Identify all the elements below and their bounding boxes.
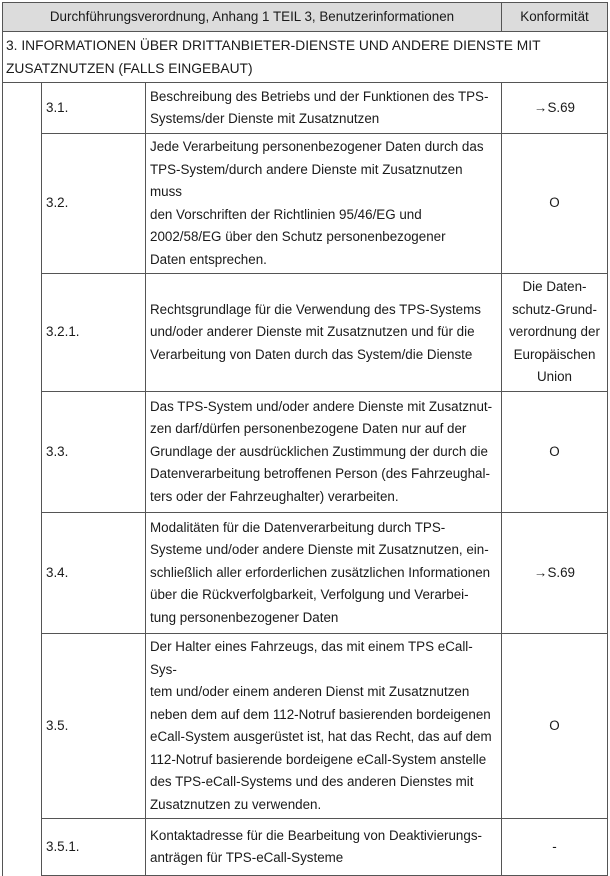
description-line: Verarbeitung von Daten durch das System/die Dienste (150, 346, 473, 362)
row-conformity (502, 392, 608, 513)
conformity-line: - (552, 838, 557, 854)
description-line: über die Rückverfolgbarkeit, Verfolgung und Verarbei- (150, 587, 469, 603)
conformity-line: Die Daten- (522, 279, 587, 295)
table-row (3, 634, 608, 819)
row-number: 3.2. (42, 134, 146, 274)
conformity-line: verordnung der (509, 324, 600, 340)
description-line: anträgen für TPS-eCall-Systeme (150, 850, 344, 865)
description-line: Das TPS-System und/oder andere Dienste mit Zusatznut- (150, 398, 493, 414)
description-line: Der Halter eines Fahrzeugs, das mit einem TPS eCall-Sys- (150, 639, 473, 677)
section-title (3, 32, 608, 83)
conformity-line: Europäischen (513, 346, 596, 362)
description-line: Datenverarbeitung betroffenen Person (des Fahrzeughal- (150, 466, 490, 482)
description-line: Modalitäten für die Datenverarbeitung durch TPS- (150, 519, 446, 535)
description-line: neben dem auf dem 112-Notruf basierenden bordeigenen (150, 706, 491, 722)
description-line: ters oder der Fahrzeughalter) verarbeiten. (150, 488, 399, 504)
indent-cell (3, 83, 42, 876)
section-title-line: 3. INFORMATIONEN ÜBER DRITTANBIETER-DIENSTE UND ANDERE DIENSTE MIT (6, 38, 541, 53)
section-title-line: ZUSATZNUTZEN (FALLS EINGEBAUT) (6, 61, 253, 76)
row-description (146, 83, 502, 134)
description-line: den Vorschriften der Richtlinien 95/46/EG und (150, 206, 422, 222)
description-line: TPS-System/durch andere Dienste mit Zusatznutzen muss (150, 161, 463, 199)
description-line: schließlich aller erforderlichen zusätzlichen Informationen (150, 564, 491, 580)
table-row (3, 819, 608, 876)
description-line: und/oder anderer Dienste mit Zusatznutzen und für die (150, 324, 475, 340)
row-number: 3.1. (42, 83, 146, 134)
row-number: 3.2.1. (42, 274, 146, 392)
description-line: des TPS-eCall-Systems und des anderen Dienstes mit (150, 774, 474, 789)
section-header-row (3, 32, 608, 83)
conformity-line: schutz-Grund- (512, 301, 597, 317)
description-line: Jede Verarbeitung personenbezogener Daten durch das (150, 139, 484, 154)
row-conformity (502, 134, 608, 274)
description-line: 2002/58/EG über den Schutz personenbezogener (150, 229, 446, 244)
description-line: Systems/der Dienste mit Zusatznutzen (150, 111, 380, 126)
header-conformity: Konformität (502, 3, 608, 32)
row-description (146, 392, 502, 513)
table-header-row (3, 3, 608, 32)
description-line: zen darf/dürfen personenbezogene Daten nur auf der (150, 421, 467, 437)
row-conformity (502, 513, 608, 634)
conformity-line: O (549, 443, 560, 459)
description-line: eCall-System ausgerüstet ist, hat das Recht, das auf dem (150, 729, 492, 744)
conformity-line: O (549, 717, 560, 733)
row-description (146, 634, 502, 819)
table-row (3, 392, 608, 513)
description-line: tung personenbezogener Daten (150, 609, 339, 625)
row-conformity (502, 819, 608, 876)
description-line: 112-Notruf basierende bordeigene eCall-System anstelle (150, 751, 487, 767)
row-conformity (502, 83, 608, 134)
description-line: tem und/oder einem anderen Dienst mit Zusatznutzen (150, 684, 470, 699)
table-row (3, 83, 608, 134)
row-description (146, 274, 502, 392)
description-line: Kontaktadresse für die Bearbeitung von Deaktivierungs- (150, 827, 482, 843)
row-number: 3.5. (42, 634, 146, 819)
information-table (2, 2, 608, 876)
table-row (3, 134, 608, 274)
description-line: Zusatznutzen zu verwenden. (150, 796, 322, 812)
row-number: 3.5.1. (42, 819, 146, 876)
description-line: Grundlage der ausdrücklichen Zustimmung der durch die (150, 443, 488, 459)
row-description (146, 134, 502, 274)
description-line: Systeme und/oder andere Dienste mit Zusatznutzen, ein- (150, 542, 489, 558)
description-line: Beschreibung des Betriebs und der Funktionen des TPS- (150, 88, 489, 104)
conformity-line: Union (537, 369, 573, 385)
table-row (3, 274, 608, 392)
row-number: 3.4. (42, 513, 146, 634)
header-title: Durchführungsverordnung, Anhang 1 TEIL 3, Benutzerinformationen (3, 3, 502, 32)
row-conformity (502, 634, 608, 819)
row-number: 3.3. (42, 392, 146, 513)
row-conformity (502, 274, 608, 392)
row-description (146, 513, 502, 634)
table-row (3, 513, 608, 634)
row-description (146, 819, 502, 876)
description-line: Daten entsprechen. (150, 251, 267, 267)
conformity-line: O (549, 195, 560, 211)
conformity-line: →S.69 (534, 564, 575, 580)
description-line: Rechtsgrundlage für die Verwendung des TPS-Systems (150, 301, 481, 317)
conformity-line: →S.69 (534, 99, 575, 115)
